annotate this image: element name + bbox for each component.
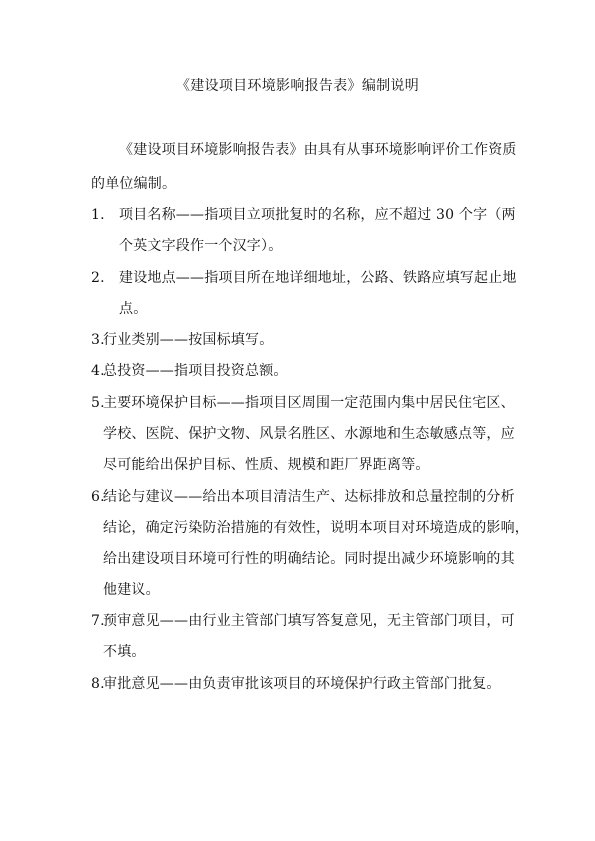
list-item-text: 审批意见——由负责审批该项目的环境保护行政主管部门批复。 [103, 676, 501, 692]
list-item-2 [91, 268, 517, 288]
list-item-6-cont: 他建议。 [103, 582, 160, 598]
list-item-number: 5. [91, 395, 105, 411]
list-item-8 [91, 674, 501, 694]
list-item-4 [91, 361, 288, 381]
list-item-2-cont: 点。 [119, 301, 148, 317]
list-item-number: 4. [91, 363, 105, 379]
list-item-number: 7. [91, 613, 105, 629]
list-item-number: 8. [91, 676, 105, 692]
list-item-5-cont: 尽可能给出保护目标、性质、规模和距厂界距离等。 [103, 457, 430, 473]
list-item-number: 1. [91, 207, 105, 223]
list-item-6-cont: 结论，确定污染防治措施的有效性，说明本项目对环境造成的影响， [103, 520, 529, 536]
list-item-text: 总投资——指项目投资总额。 [103, 363, 288, 379]
list-item-1-cont: 个英文字段作一个汉字）。 [119, 238, 283, 254]
list-item-text: 主要环境保护目标——指项目区周围一定范围内集中居民住宅区、 [103, 395, 515, 411]
list-item-5 [91, 393, 515, 413]
list-item-7 [91, 611, 515, 631]
list-item-6-cont: 给出建设项目环境可行性的明确结论。同时提出减少环境影响的其 [103, 551, 515, 567]
list-item-number: 6. [91, 489, 105, 505]
list-item-text: 项目名称——指项目立项批复时的名称，应不超过 30 个字（两 [119, 207, 516, 223]
list-item-6 [91, 487, 515, 507]
list-item-7-cont: 不填。 [103, 644, 146, 660]
list-item-number: 2. [91, 270, 105, 286]
intro-line-2: 的单位编制。 [91, 176, 177, 192]
list-item-text: 建设地点——指项目所在地详细地址，公路、铁路应填写起止地 [119, 270, 517, 286]
list-item-number: 3. [91, 332, 105, 348]
document-title: 《建设项目环境影响报告表》编制说明 [175, 78, 420, 94]
list-item-5-cont: 学校、医院、保护文物、风景名胜区、水源地和生态敏感点等，应 [103, 426, 515, 442]
list-item-text: 行业类别——按国标填写。 [103, 332, 274, 348]
intro-line-1: 《建设项目环境影响报告表》由具有从事环境影响评价工作资质 [119, 142, 517, 158]
list-item-3 [91, 330, 273, 350]
list-item-1 [91, 205, 516, 225]
list-item-text: 预审意见——由行业主管部门填写答复意见，无主管部门项目，可 [103, 613, 515, 629]
list-item-text: 结论与建议——给出本项目清洁生产、达标排放和总量控制的分析 [103, 489, 515, 505]
